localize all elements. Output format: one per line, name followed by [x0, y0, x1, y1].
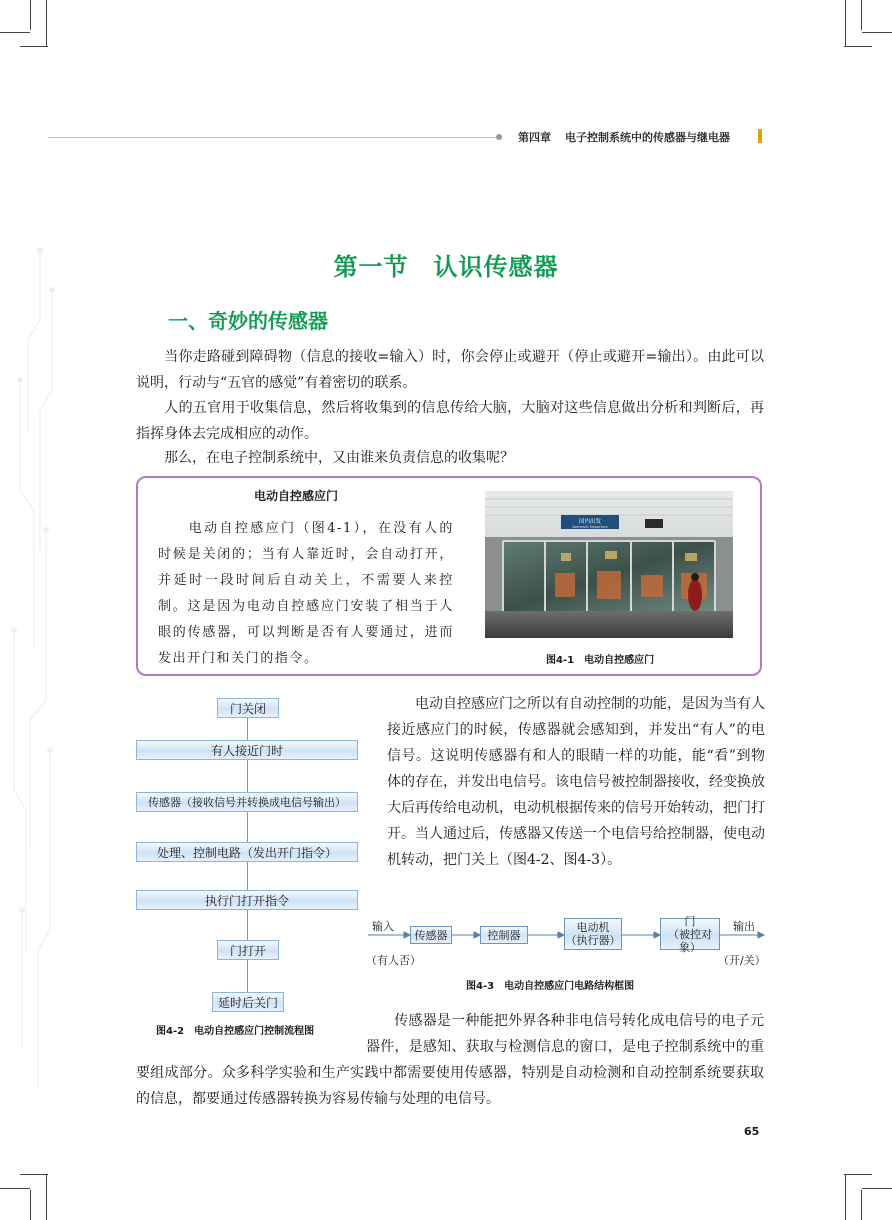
paragraph-text: 当你走路碰到障碍物（信息的接收=输入）时，你会停止或避开（停止或避开=输出）。由此可以说明，行动与“五官的感觉”有着密切的联系。 [136, 349, 764, 391]
header-accent-bar [758, 129, 762, 143]
flow-connector [247, 910, 248, 940]
input-note: （有人否） [366, 954, 421, 967]
paragraph-text: 那么，在电子控制系统中，又由谁来负责信息的收集呢？ [164, 450, 514, 466]
crop-mark [861, 1190, 862, 1220]
figure-caption: 图4-3 电动自控感应门电路结构框图 [466, 981, 635, 992]
header-dot [496, 134, 502, 140]
crop-mark [20, 1174, 48, 1175]
block-label: 控制器 [487, 928, 521, 942]
paragraph-text: 人的五官用于收集信息，然后将收集到的信息传给大脑，大脑对这些信息做出分析和判断后，再指挥身体去完成相应的动作。 [136, 400, 764, 442]
output-note: （开/关） [718, 954, 766, 967]
flow-connector [247, 760, 248, 792]
crop-mark [20, 46, 48, 47]
callout-body-text: 电动自控感应门（图4-1），在没有人的时候是关闭的；当有人靠近时，会自动打开，并延时一段时间后自动关上，不需要人来控制。这是因为电动自控感应门安装了相当于人眼的传感器，可以判断是否有人要通过，进而发出开门和关门的指令。 [158, 521, 454, 666]
flow-connector [247, 862, 248, 890]
flow-node: 处理、控制电路（发出开门指令） [136, 842, 358, 862]
paragraph [136, 445, 764, 471]
crop-mark [845, 0, 846, 46]
block-label: 电动机 [576, 921, 610, 934]
crop-mark [862, 1188, 892, 1189]
crop-mark [844, 46, 872, 47]
crop-mark [862, 32, 892, 33]
paragraph [136, 344, 764, 396]
callout-title: 电动自控感应门 [254, 489, 339, 503]
paragraph [136, 395, 764, 447]
header-chapter: 第四章 [518, 131, 551, 144]
paragraph-text: 电动自控感应门之所以有自动控制的功能，是因为当有人接近感应门的时候，传感器就会感知到，并发出“有人”的电信号。这说明传感器有和人的眼睛一样的功能，能“看”到物体的存在，并发出电信号。该电信号被控制器接收，经变换放大后再传给电动机，电动机根据传来的信号开始转动，把门打开。当人通过后，传感器又传送一个电信号给控制器，使电动机转动，把门关上（图4-2、图4-3）。 [387, 696, 765, 868]
block-sublabel: （执行器） [565, 934, 621, 947]
block-label: 传感器 [414, 928, 448, 942]
flow-node: 执行门打开指令 [136, 890, 358, 910]
crop-mark [30, 0, 31, 30]
running-header [518, 129, 730, 145]
block-sublabel: （被控对象） [668, 927, 712, 954]
block-label: 门 [684, 914, 696, 928]
flow-node: 门打开 [217, 940, 279, 960]
flow-node: 传感器（接收信号并转换成电信号输出） [136, 792, 358, 812]
crop-mark [46, 0, 47, 46]
header-title: 电子控制系统中的传感器与继电器 [565, 131, 730, 144]
header-rule [48, 137, 496, 138]
photo-sign-subtext: Domestic Departure [572, 525, 608, 529]
crop-mark [0, 32, 30, 33]
flow-connector [247, 812, 248, 842]
callout-body [158, 516, 454, 672]
crop-mark [0, 1188, 30, 1189]
section-title: 第一节 认识传感器 [333, 253, 559, 281]
subsection-title: 一、奇妙的传感器 [168, 309, 328, 333]
paragraph [387, 691, 765, 873]
paragraph-text: 传感器是一种能把外界各种非电信号转化成电信号的电子元器件，是感知、获取与检测信息的窗口，是电子控制系统中的重要组成部分。众多科学实验和生产实践中都需要使用传感器，特别是自动检测和自动控制系统要获取的信息，都要通过传感器转换为容易传输与处理的电信号。 [136, 1013, 764, 1107]
automatic-door-photo [485, 491, 733, 638]
block-diagram [366, 914, 766, 974]
block-controller [480, 926, 528, 944]
paragraph [136, 1008, 764, 1112]
block-sensor [410, 926, 452, 944]
flow-node: 有人接近门时 [136, 740, 358, 760]
page-number: 65 [744, 1125, 760, 1138]
crop-mark [845, 1174, 846, 1220]
crop-mark [861, 0, 862, 30]
flow-node: 延时后关门 [212, 992, 284, 1012]
margin-decoration [0, 230, 64, 1130]
output-label: 输出 [733, 920, 755, 933]
figure-caption: 图4-2 电动自控感应门控制流程图 [156, 1026, 315, 1037]
photo-sign-text: 国内出发 [578, 519, 602, 525]
figure-caption: 图4-1 电动自控感应门 [546, 655, 655, 666]
block-door [660, 914, 720, 954]
flow-connector [247, 718, 248, 740]
flow-connector [247, 960, 248, 992]
crop-mark [46, 1174, 47, 1220]
block-motor [564, 918, 622, 950]
crop-mark [844, 1174, 872, 1175]
crop-mark [30, 1190, 31, 1220]
flow-node: 门关闭 [217, 698, 279, 718]
input-label: 输入 [372, 920, 394, 933]
